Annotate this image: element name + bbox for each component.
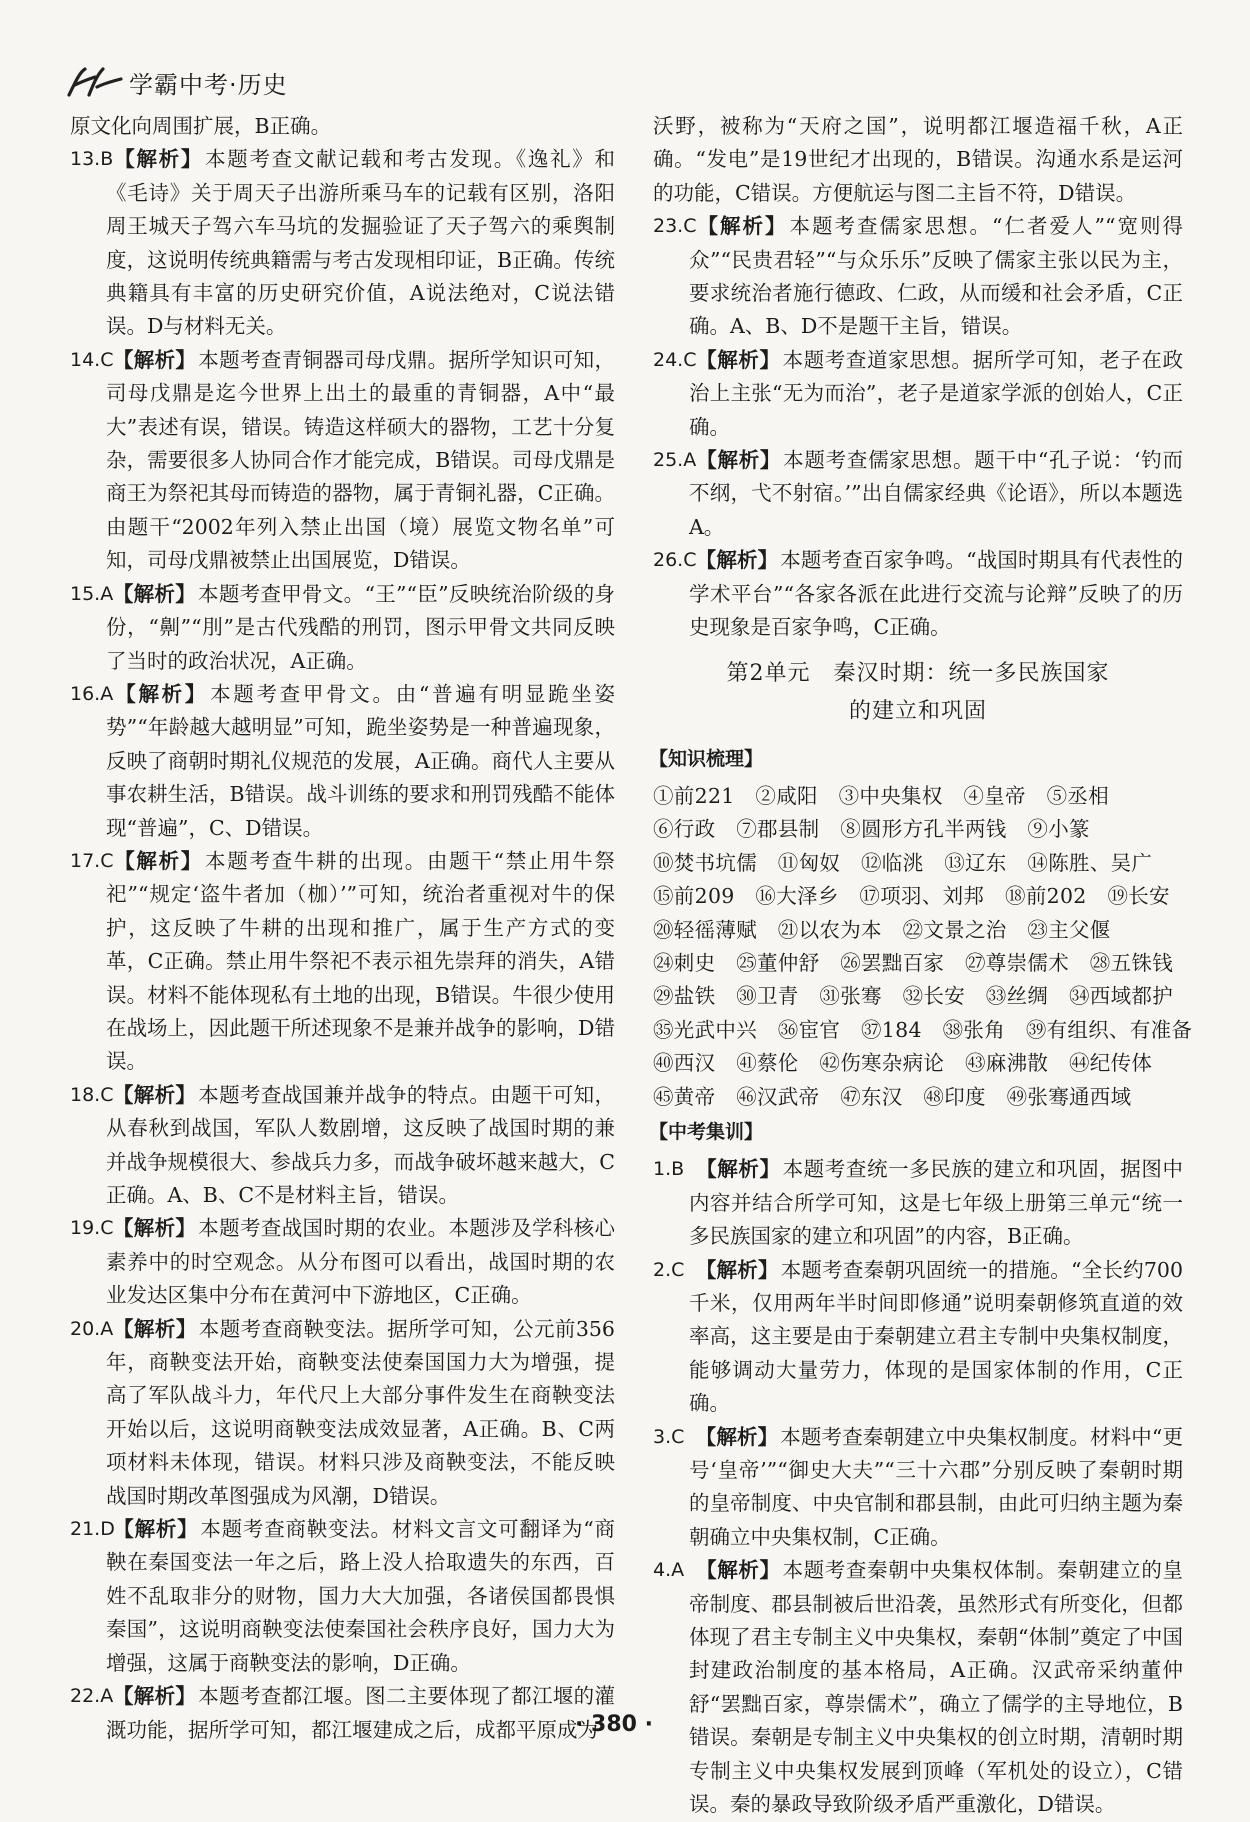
- answer-item: [653, 1254, 1183, 1421]
- answer-letter: C: [683, 549, 697, 572]
- analysis-text: 本题考查青铜器司母戊鼎。据所学知识可知，司母戊鼎是迄今世界上出土的最重的青铜器，A中“最大”表述有误，错误。铸造这样硕大的器物，工艺十分复杂，需要很多人协同合作才能完成，B错误。司母戊鼎是商王为祭祀其母而铸造的器物，属于青铜礼器，C正确。由题干“2002年列入禁止出国（境）展览文物名单”可知，司母戊鼎被禁止出国展览，D错误。: [106, 347, 616, 573]
- knowledge-row: ⑩焚书坑儒 ⑪匈奴 ⑫临洮 ⑬辽东 ⑭陈胜、吴广: [653, 850, 1153, 875]
- analysis-tag: 【解析】: [112, 1216, 197, 1241]
- analysis-tag: 【解析】: [115, 681, 209, 706]
- question-number: [70, 143, 113, 176]
- analysis-tag: 【解析】: [113, 1517, 199, 1542]
- analysis-text: 本题考查秦朝建立中央集权制度。材料中“更号‘皇帝’”“御史大夫”“三十六郡”分别反映了秦朝时期的皇帝制度、中央官制和郡县制，由此可归纳主题为秦朝确立中央集权制，C正确。: [689, 1424, 1184, 1549]
- answer-letter: C: [100, 1217, 114, 1240]
- page-header: [65, 62, 288, 102]
- page-number: · 380 ·: [575, 1712, 653, 1737]
- knowledge-row: ⑥行政 ⑦郡县制 ⑧圆形方孔半两钱 ⑨小篆: [653, 817, 1090, 842]
- answer-letter: C: [100, 849, 114, 872]
- analysis-text: 本题考查战国时期的农业。本题涉及学科核心素养中的时空观念。从分布图可以看出，战国时期的农业发达区集中分布在黄河中下游地区，C正确。: [106, 1216, 616, 1308]
- knowledge-row: ㊵西汉 ㊶蔡伦 ㊷伤寒杂病论 ㊸麻沸散 ㊹纪传体: [653, 1051, 1153, 1076]
- answer-item: [653, 544, 1183, 644]
- knowledge-heading: 【知识梳理】: [649, 747, 764, 770]
- question-number: [653, 544, 697, 577]
- analysis-text: 本题考查儒家思想。题干中“孔子说：‘钓而不纲，弋不射宿。’”出自儒家经典《论语》，所以本题选A。: [689, 448, 1183, 539]
- analysis-text: 本题考查百家争鸣。“战国时期具有代表性的学术平台”“各家各派在此进行交流与论辩”反映了的历史现象是百家争鸣，C正确。: [689, 548, 1184, 640]
- answer-item: [70, 1513, 615, 1680]
- question-num: 2.: [653, 1258, 672, 1281]
- answer-letter: C: [683, 215, 697, 238]
- question-number: [653, 344, 697, 377]
- answer-letter: D: [100, 1518, 115, 1541]
- question-num: 4.: [653, 1559, 672, 1582]
- answer-item: [70, 1313, 615, 1513]
- question-number: [653, 1421, 684, 1454]
- analysis-tag: 【解析】: [114, 848, 203, 873]
- analysis-tag: 【解析】: [695, 1424, 779, 1449]
- question-number: [70, 1513, 115, 1546]
- answer-letter: A: [100, 1685, 114, 1708]
- question-number: [70, 578, 113, 611]
- question-number: [653, 210, 697, 243]
- knowledge-row: ㉔刺史 ㉕董仲舒 ㉖罢黜百家 ㉗尊崇儒术 ㉘五铢钱: [653, 950, 1173, 975]
- analysis-text: 本题考查统一多民族的建立和巩固，据图中内容并结合所学可知，这是七年级上册第三单元“统一多民族国家的建立和巩固”的内容，B正确。: [689, 1157, 1183, 1249]
- question-number: [653, 1254, 684, 1287]
- question-num: 19.: [70, 1217, 101, 1240]
- answer-letter: C: [671, 1425, 685, 1448]
- answer-item: [70, 344, 615, 578]
- answer-item: [653, 444, 1183, 544]
- answer-letter: A: [100, 682, 114, 705]
- brand-logo-icon: [65, 65, 123, 99]
- question-num: 16.: [70, 682, 101, 705]
- question-num: 17.: [70, 849, 101, 872]
- analysis-tag: 【解析】: [112, 347, 197, 372]
- analysis-tag: 【解析】: [695, 548, 779, 573]
- question-number: [70, 344, 114, 377]
- question-number: [70, 1680, 113, 1713]
- knowledge-row: ①前221 ②咸阳 ③中央集权 ④皇帝 ⑤丞相: [653, 783, 1110, 808]
- question-num: 22.: [70, 1685, 101, 1708]
- analysis-tag: 【解析】: [697, 214, 788, 239]
- analysis-tag: 【解析】: [112, 1684, 197, 1709]
- analysis-tag: 【解析】: [112, 1082, 197, 1107]
- analysis-text: 本题考查都江堰。图二主要体现了都江堰的灌溉功能，据所学可知，都江堰建成之后，成都平原成为: [106, 1684, 616, 1742]
- question-num: 13.: [70, 148, 101, 171]
- analysis-text: 本题考查秦朝巩固统一的措施。“全长约700千米，仅用两年半时间即修通”说明秦朝修筑直道的效率高，这主要是由于秦朝建立君主专制中央集权制度，能够调动大量劳力，体现的是国家体制的作用，C正确。: [689, 1257, 1183, 1416]
- question-number: [653, 1554, 684, 1587]
- question-number: [70, 845, 114, 878]
- unit-title-line: 的建立和巩固: [848, 698, 987, 724]
- question-number: [70, 1212, 114, 1245]
- answer-letter: C: [100, 1083, 114, 1106]
- analysis-text: 本题考查甲骨文。由“普遍有明显跪坐姿势”“年龄越大越明显”可知，跪坐姿势是一种普遍现象，反映了商朝时期礼仪规范的发展，A正确。商代人主要从事农耕生活，B错误。战斗训练的要求和刑罚残酷不能体现“普遍”，C、D错误。: [106, 681, 616, 840]
- question-number: [653, 1153, 684, 1186]
- unit-title-line: 第2单元 秦汉时期：统一多民族国家: [726, 660, 1110, 686]
- analysis-text: 本题考查秦朝中央集权体制。秦朝建立的皇帝制度、郡县制被后世沿袭，虽然形式有所变化，但都体现了君主专制主义中央集权，秦朝“体制”奠定了中国封建政治制度的基本格局，A正确。汉武帝采纳董仲舒“罢黜百家，尊崇儒术”，确立了儒学的主导地位，B错误。秦朝是专制主义中央集权的创立时期，清朝时期专制主义中央集权发展到顶峰（军机处的设立），C错误。秦的暴政导致阶级矛盾严重激化，D错误。: [689, 1558, 1183, 1817]
- question-num: 21.: [70, 1518, 101, 1541]
- answer-letter: A: [100, 582, 114, 605]
- analysis-tag: 【解析】: [114, 147, 204, 172]
- answer-item: [653, 1153, 1183, 1253]
- question-num: 24.: [653, 348, 684, 371]
- question-num: 1.: [653, 1158, 672, 1181]
- answer-item: [70, 1680, 615, 1747]
- analysis-tag: 【解析】: [112, 1316, 197, 1341]
- answer-letter: B: [671, 1158, 685, 1181]
- analysis-tag: 【解析】: [696, 1558, 781, 1583]
- knowledge-row: ⑳轻徭薄赋 ㉑以农为本 ㉒文景之治 ㉓主父偃: [653, 917, 1111, 942]
- answer-item: [70, 578, 615, 678]
- analysis-text: 本题考查儒家思想。“仁者爱人”“宽则得众”“民贵君轻”“与众乐乐”反映了儒家主张以民为主，要求统治者施行德政、仁政，从而缓和社会矛盾，C正确。A、B、D不是题干主旨，错误。: [689, 214, 1183, 339]
- analysis-tag: 【解析】: [112, 581, 197, 606]
- question-num: 23.: [653, 215, 684, 238]
- analysis-tag: 【解析】: [695, 1257, 779, 1282]
- question-number: [70, 1313, 113, 1346]
- analysis-tag: 【解析】: [696, 448, 782, 473]
- continued-text: 原文化向周围扩展，B正确。: [70, 114, 332, 138]
- right-column: [649, 110, 1193, 1822]
- exam-heading: 【中考集训】: [649, 1120, 764, 1143]
- knowledge-row: ⑮前209 ⑯大泽乡 ⑰项羽、刘邦 ⑱前202 ⑲长安: [653, 884, 1170, 909]
- question-num: 25.: [653, 449, 684, 472]
- knowledge-row: ㉙盐铁 ㉚卫青 ㉛张骞 ㉜长安 ㉝丝绸 ㉞西域都护: [653, 984, 1173, 1009]
- question-num: 20.: [70, 1317, 101, 1340]
- left-column: [70, 110, 615, 1747]
- answer-item: [653, 1554, 1183, 1821]
- knowledge-list: [653, 780, 1193, 1114]
- answer-item: [70, 845, 615, 1079]
- exam-answer-list: [653, 1153, 1183, 1821]
- knowledge-row: ㊺黄帝 ㊻汉武帝 ㊼东汉 ㊽印度 ㊾张骞通西域: [653, 1084, 1132, 1109]
- analysis-text: 本题考查文献记载和考古发现。《逸礼》和《毛诗》关于周天子出游所乘马车的记载有区别，洛阳周王城天子驾六车马坑的发掘验证了天子驾六的乘舆制度，这说明传统典籍需与考古发现相印证，B正确。传统典籍具有丰富的历史研究价值，A说法绝对，C说法错误。D与材料无关。: [106, 147, 616, 339]
- answer-list: [70, 143, 615, 1747]
- question-num: 14.: [70, 348, 101, 371]
- question-number: [70, 1079, 114, 1112]
- analysis-text: 本题考查甲骨文。“王”“臣”反映统治阶级的身份，“劓”“刖”是古代残酷的刑罚，图示甲骨文共同反映了当时的政治状况，A正确。: [106, 581, 616, 673]
- continued-text: 沃野，被称为“天府之国”，说明都江堰造福千秋，A正确。“发电”是19世纪才出现的，B错误。沟通水系是运河的功能，C错误。方便航运与图二主旨不符，D错误。: [653, 114, 1183, 205]
- analysis-text: 本题考查牛耕的出现。由题干“禁止用牛祭祀”“规定‘盗牛者加（枷）’”可知，统治者重视对牛的保护，这反映了牛耕的出现和推广，属于生产方式的变革，C正确。禁止用牛祭祀不表示祖先崇拜的消失，A错误。材料不能体现私有土地的出现，B错误。牛很少使用在战场上，因此题干所述现象不是兼并战争的影响，D错误。: [106, 848, 615, 1074]
- answer-item: [70, 1079, 615, 1213]
- analysis-tag: 【解析】: [696, 1157, 781, 1182]
- answer-letter: C: [100, 348, 114, 371]
- question-num: 15.: [70, 582, 101, 605]
- unit-title: [653, 655, 1183, 731]
- answer-item: [70, 678, 615, 845]
- answer-letter: A: [100, 1317, 114, 1340]
- question-number: [653, 444, 696, 477]
- question-number: [70, 678, 113, 711]
- knowledge-row: ㉟光武中兴 ㊱宦官 ㊲184 ㊳张角 ㊴有组织、有准备: [653, 1017, 1193, 1042]
- answer-item: [653, 344, 1183, 444]
- answer-letter: A: [683, 449, 697, 472]
- answer-item: [70, 143, 615, 343]
- answer-letter: B: [100, 148, 114, 171]
- analysis-text: 本题考查战国兼并战争的特点。由题干可知，从春秋到战国，军队人数剧增，这反映了战国时期的兼并战争规模很大、参战兵力多，而战争破坏越来越大，C正确。A、B、C不是材料主旨，错误。: [106, 1082, 616, 1207]
- question-num: 3.: [653, 1425, 672, 1448]
- question-num: 18.: [70, 1083, 101, 1106]
- answer-item: [653, 1421, 1183, 1555]
- book-title: 学霸中考·历史: [129, 70, 288, 99]
- analysis-text: 本题考查商鞅变法。据所学可知，公元前356年，商鞅变法开始，商鞅变法使秦国国力大为增强，提高了军队战斗力，年代尺上大部分事件发生在商鞅变法开始以后，这说明商鞅变法成效显著，A正确。B、C两项材料未体现，错误。材料只涉及商鞅变法，不能反映战国时期改革图强成为风潮，D错误。: [106, 1316, 615, 1508]
- answer-item: [70, 1212, 615, 1312]
- answer-list: [653, 210, 1183, 644]
- answer-item: [653, 210, 1183, 344]
- analysis-text: 本题考查道家思想。据所学可知，老子在政治上主张“无为而治”，老子是道家学派的创始人，C正确。: [689, 347, 1183, 439]
- question-num: 26.: [653, 549, 684, 572]
- answer-letter: A: [671, 1559, 685, 1582]
- answer-letter: C: [683, 348, 697, 371]
- answer-letter: C: [671, 1258, 685, 1281]
- analysis-text: 本题考查商鞅变法。材料文言文可翻译为“商鞅在秦国变法一年之后，路上没人拾取遗失的东西，百姓不乱取非分的财物，国力大大加强，各诸侯国都畏惧秦国”，这说明商鞅变法使秦国社会秩序良好，国力大为增强，这属于商鞅变法的影响，D正确。: [106, 1517, 616, 1675]
- analysis-tag: 【解析】: [696, 347, 781, 372]
